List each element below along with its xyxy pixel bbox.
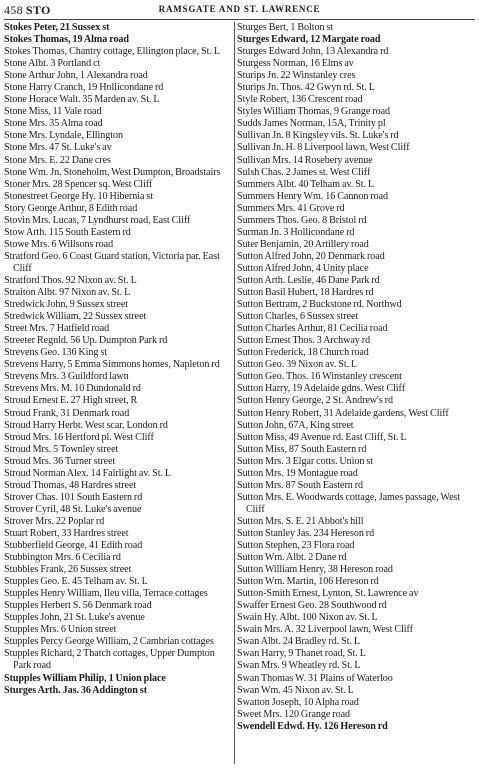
directory-entry: Swan Harry, 9 Thanet road, St. L — [237, 648, 366, 660]
directory-entry: Stubbles Frank, 26 Sussex street — [4, 564, 132, 576]
directory-entry: Stow Arth. 115 South Eastern rd — [4, 226, 131, 238]
directory-entry: Stroud Harry Herbt. West scar. London rd — [4, 419, 168, 431]
directory-entry: Sutton Basil Hubert, 18 Hardres rd — [237, 287, 374, 299]
directory-entry: Sturips Jn. 22 Winstanley cres — [237, 70, 356, 82]
directory-entry: Sutton John, 67A, King street — [237, 419, 354, 431]
directory-entry: Stone Miss, 11 Vale road — [4, 106, 102, 118]
directory-entry: Summers Albt. 40 Telham av. St. L — [237, 178, 375, 190]
directory-entry: Sudds James Norman, 15A, Trinity pl — [237, 118, 386, 130]
directory-entry: Stupples Geo. E. 45 Telham av. St. L — [4, 576, 148, 588]
directory-entry: Stokes Thomas, 19 Alma road — [4, 34, 129, 46]
directory-entry: Stratford Thos. 92 Nixon av. St. L — [4, 274, 137, 286]
directory-entry: Stupples William Philip, 1 Union place — [4, 672, 166, 684]
directory-entry: Sweet Mrs. 120 Grange road — [237, 708, 351, 720]
directory-entry: Stroud Mrs. 36 Turner street — [4, 455, 116, 467]
directory-entry: Strevens Geo. 136 King st — [4, 347, 108, 359]
directory-entry: Sulsh Chas. 2 James st. West Cliff — [237, 166, 371, 178]
directory-entry: Stone Mrs. Lyndale, Ellington — [4, 130, 124, 142]
directory-entry: Styles William Thomas, 9 Grange road — [237, 106, 391, 118]
directory-entry: Stupples Herbert S. 56 Denmark road — [4, 600, 152, 612]
directory-entry: Stroud Mrs. 16 Hertford pl. West Cliff — [4, 431, 154, 443]
right-column — [237, 22, 475, 733]
directory-entry: Stone Wm. Jn. Stoneholm, West Dumpton, Broadstairs — [4, 166, 221, 178]
directory-entry: Stroud Frank, 31 Denmark road — [4, 407, 130, 419]
directory-entry: Stokes Peter, 21 Sussex st — [4, 22, 110, 33]
directory-entry: Sullivan Jn. 8 Kingsley vils. St. Luke's rd — [237, 130, 399, 142]
directory-entry: Sutton-Smith Ernest, Lynton, St. Lawrence av — [237, 588, 419, 600]
directory-entry: Sturges Edward John, 13 Alexandra rd — [237, 46, 389, 58]
left-column — [4, 22, 233, 697]
directory-entry: Swan Mrs. 9 Wheatley rd. St. L — [237, 660, 361, 672]
directory-entry: Sullivan Jn. H. 8 Liverpool lawn, West Cliff — [237, 142, 410, 154]
directory-entry: Stupples Richard, 2 Thatch cottages, Upper Dumpton Park road — [4, 648, 215, 672]
directory-entry: Sutton Harry, 19 Adelaide gdns. West Cliff — [237, 383, 406, 395]
directory-entry: Sullivan Mrs. 14 Rosebery avenue — [237, 154, 373, 166]
directory-entry: Sutton Alfred John, 4 Unity place — [237, 262, 369, 274]
directory-entry: Stuart Robert, 33 Hardres street — [4, 527, 129, 539]
directory-entry: Swatton Joseph, 10 Alpha road — [237, 696, 359, 708]
directory-entry: Style Robert, 136 Crescent road — [237, 94, 363, 106]
directory-entry: Stone Arthur John, 1 Alexandra road — [4, 70, 148, 82]
directory-entry: Strover Cyril, 48 St. Luke's avenue — [4, 503, 142, 515]
directory-entry: Summers Thos. Geo. 8 Bristol rd — [237, 214, 367, 226]
directory-entry: Strevens Mrs. 3 Guildford lawn — [4, 371, 129, 383]
directory-entry: Stredwick William, 22 Sussex street — [4, 311, 147, 323]
directory-entry: Sutton Frederick, 18 Church road — [237, 347, 369, 359]
directory-entry: Strover Chas. 101 South Eastern rd — [4, 491, 143, 503]
directory-entry: Sutton Geo. 39 Nixon av. St. L — [237, 359, 358, 371]
page-header — [4, 3, 475, 20]
directory-entry: Stroud Norman Alex. 14 Fairlight av. St. L — [4, 467, 172, 479]
directory-entry: Sutton Stephen, 23 Flora road — [237, 540, 355, 552]
section-code: STO — [25, 3, 51, 17]
directory-entry: Sturges Edward, 12 Margate road — [237, 34, 381, 46]
directory-entry: Strevens Mrs. M. 10 Dundonald rd — [4, 383, 141, 395]
directory-entry: Stupples Mrs. 6 Union street — [4, 624, 117, 636]
directory-entry: Sutton Miss, 49 Avenue rd. East Cliff, St. L — [237, 431, 407, 443]
directory-entry: Swaffer Ernest Geo. 28 Southwood rd — [237, 600, 387, 612]
directory-entry: Summers Mrs. 41 Grove rd — [237, 202, 345, 214]
directory-entry: Stoner Mrs. 28 Spencer sq. West Cliff — [4, 178, 153, 190]
directory-entry: Stonestreet George Hy. 10 Hibernia st — [4, 190, 153, 202]
page-title: RAMSGATE AND ST. LAWRENCE — [158, 4, 321, 14]
directory-entry: Stubbington Mrs. 6 Cecilia rd — [4, 552, 121, 564]
directory-entry: Sutton William Henry, 38 Hereson road — [237, 564, 393, 576]
directory-entry: Surman Jn. 3 Hollicondane rd — [237, 226, 355, 238]
directory-entry: Sutton Mrs. 3 Elgar cotts. Union st — [237, 455, 374, 467]
directory-entry: Stone Mrs. E. 22 Dane cres — [4, 154, 111, 166]
directory-entry: Sutton Mrs. 87 South Eastern rd — [237, 479, 364, 491]
directory-entry: Sutton Bertram, 2 Buckstone rd. Northwd — [237, 299, 402, 311]
directory-entry: Sutton Arth. Leslie, 46 Dane Park rd — [237, 274, 380, 286]
directory-entry: Swan Wm. 45 Nixon av. St. L — [237, 684, 354, 696]
directory-entry: Stratford Geo. 6 Coast Guard station, Victoria par. East Cliff — [4, 250, 220, 274]
directory-entry: Strover Mrs. 22 Poplar rd — [4, 515, 105, 527]
directory-entry: Stroud Ernest E. 27 High street, R — [4, 395, 138, 407]
directory-entry: Sutton Charles, 6 Sussex street — [237, 311, 359, 323]
directory-entry: Stone Harry Cranch, 19 Hollicondane rd — [4, 82, 164, 94]
directory-entry: Swain Mrs. A. 32 Liverpool lawn, West Cliff — [237, 624, 413, 636]
directory-entry: Swendell Edwd. Hy. 126 Hereson rd — [237, 720, 388, 732]
directory-entry: Sutton Henry Robert, 31 Adelaide gardens, West Cliff — [237, 407, 449, 419]
directory-entry: Suter Benjamin, 20 Artillery road — [237, 238, 369, 250]
directory-entry: Sturges Arth. Jas. 36 Addington st — [4, 684, 148, 696]
directory-entry: Story George Arthur, 8 Edith road — [4, 202, 138, 214]
directory-entry: Stredwick John, 9 Sussex street — [4, 299, 129, 311]
directory-entry: Sutton Henry George, 2 St. Andrew's rd — [237, 395, 393, 407]
directory-entry: Sutton Alfred John, 20 Denmark road — [237, 250, 385, 262]
directory-entry: Swan Albt. 24 Bradley rd. St. L — [237, 636, 361, 648]
page-number: 458 — [4, 3, 23, 17]
directory-entry: Strevens Harry, 5 Emma Simmons homes, Napleton rd — [4, 359, 220, 371]
directory-entry: Sutton Stanley Jas. 234 Hereson rd — [237, 527, 375, 539]
directory-entry: Street Mrs. 7 Hatfield road — [4, 323, 110, 335]
directory-entry: Sturips Jn. Thos. 42 Gwyn rd. St. L — [237, 82, 375, 94]
directory-entry: Stroud Mrs. 5 Townley street — [4, 443, 119, 455]
column-divider — [234, 22, 235, 764]
directory-entry: Sutton Geo. Thos. 16 Winstanley crescent — [237, 371, 402, 383]
directory-entry: Stone Mrs. 35 Alma road — [4, 118, 103, 130]
directory-entry: Stupples Percy George William, 2 Cambrian cottages — [4, 636, 214, 648]
directory-entry: Swan Thomas W. 31 Plains of Waterloo — [237, 672, 393, 684]
directory-entry: Stupples Henry William, Ileu villa, Terrace cottages — [4, 588, 208, 600]
directory-entry: Sturges Bert, 1 Bolton st — [237, 22, 334, 33]
directory-entry: Sutton Wm. Albt. 2 Dane rd — [237, 552, 347, 564]
directory-entry: Stone Albt. 3 Portland ct — [4, 58, 101, 70]
directory-entry: Straiton Albt. 97 Nixon av. St. L — [4, 287, 131, 299]
directory-entry: Streeter Regnld. 56 Up. Dumpton Park rd — [4, 335, 168, 347]
directory-entry: Stone Horace Walt. 35 Marden av. St. L — [4, 94, 160, 106]
directory-entry: Stovin Mrs. Lucas, 7 Lyndhurst road, East Cliff — [4, 214, 191, 226]
directory-entry: Sutton Miss, 87 South Eastern rd — [237, 443, 367, 455]
directory-entry: Stone Mrs. 47 St. Luke's av — [4, 142, 112, 154]
directory-entry: Stroud Thomas, 48 Hardres street — [4, 479, 137, 491]
directory-entry: Stowe Mrs. 6 Willsons road — [4, 238, 114, 250]
directory-entry: Sutton Ernest Thos. 3 Archway rd — [237, 335, 371, 347]
directory-entry: Sutton Charles Arthur, 81 Cecilia road — [237, 323, 388, 335]
directory-entry: Sturgess Norman, 16 Elms av — [237, 58, 354, 70]
directory-entry: Stupples John, 21 St. Luke's avenue — [4, 612, 145, 624]
directory-entry: Summers Henry Wm. 16 Cannon road — [237, 190, 389, 202]
directory-entry: Sutton Mrs. S. E. 21 Abbot's hill — [237, 515, 364, 527]
directory-entry: Sutton Wm. Martin, 106 Hereson rd — [237, 576, 379, 588]
directory-entry: Stubberfield George, 41 Edith road — [4, 540, 143, 552]
directory-entry: Stokes Thomas, Chantry cottage, Ellington place, St. L — [4, 46, 220, 58]
directory-entry: Sutton Mrs. 19 Montague road — [237, 467, 358, 479]
directory-entry: Sutton Mrs. E. Woodwards cottage, James passage, West Cliff — [237, 491, 461, 515]
directory-entry: Swain Hy. Albt. 100 Nixon av. St. L — [237, 612, 378, 624]
